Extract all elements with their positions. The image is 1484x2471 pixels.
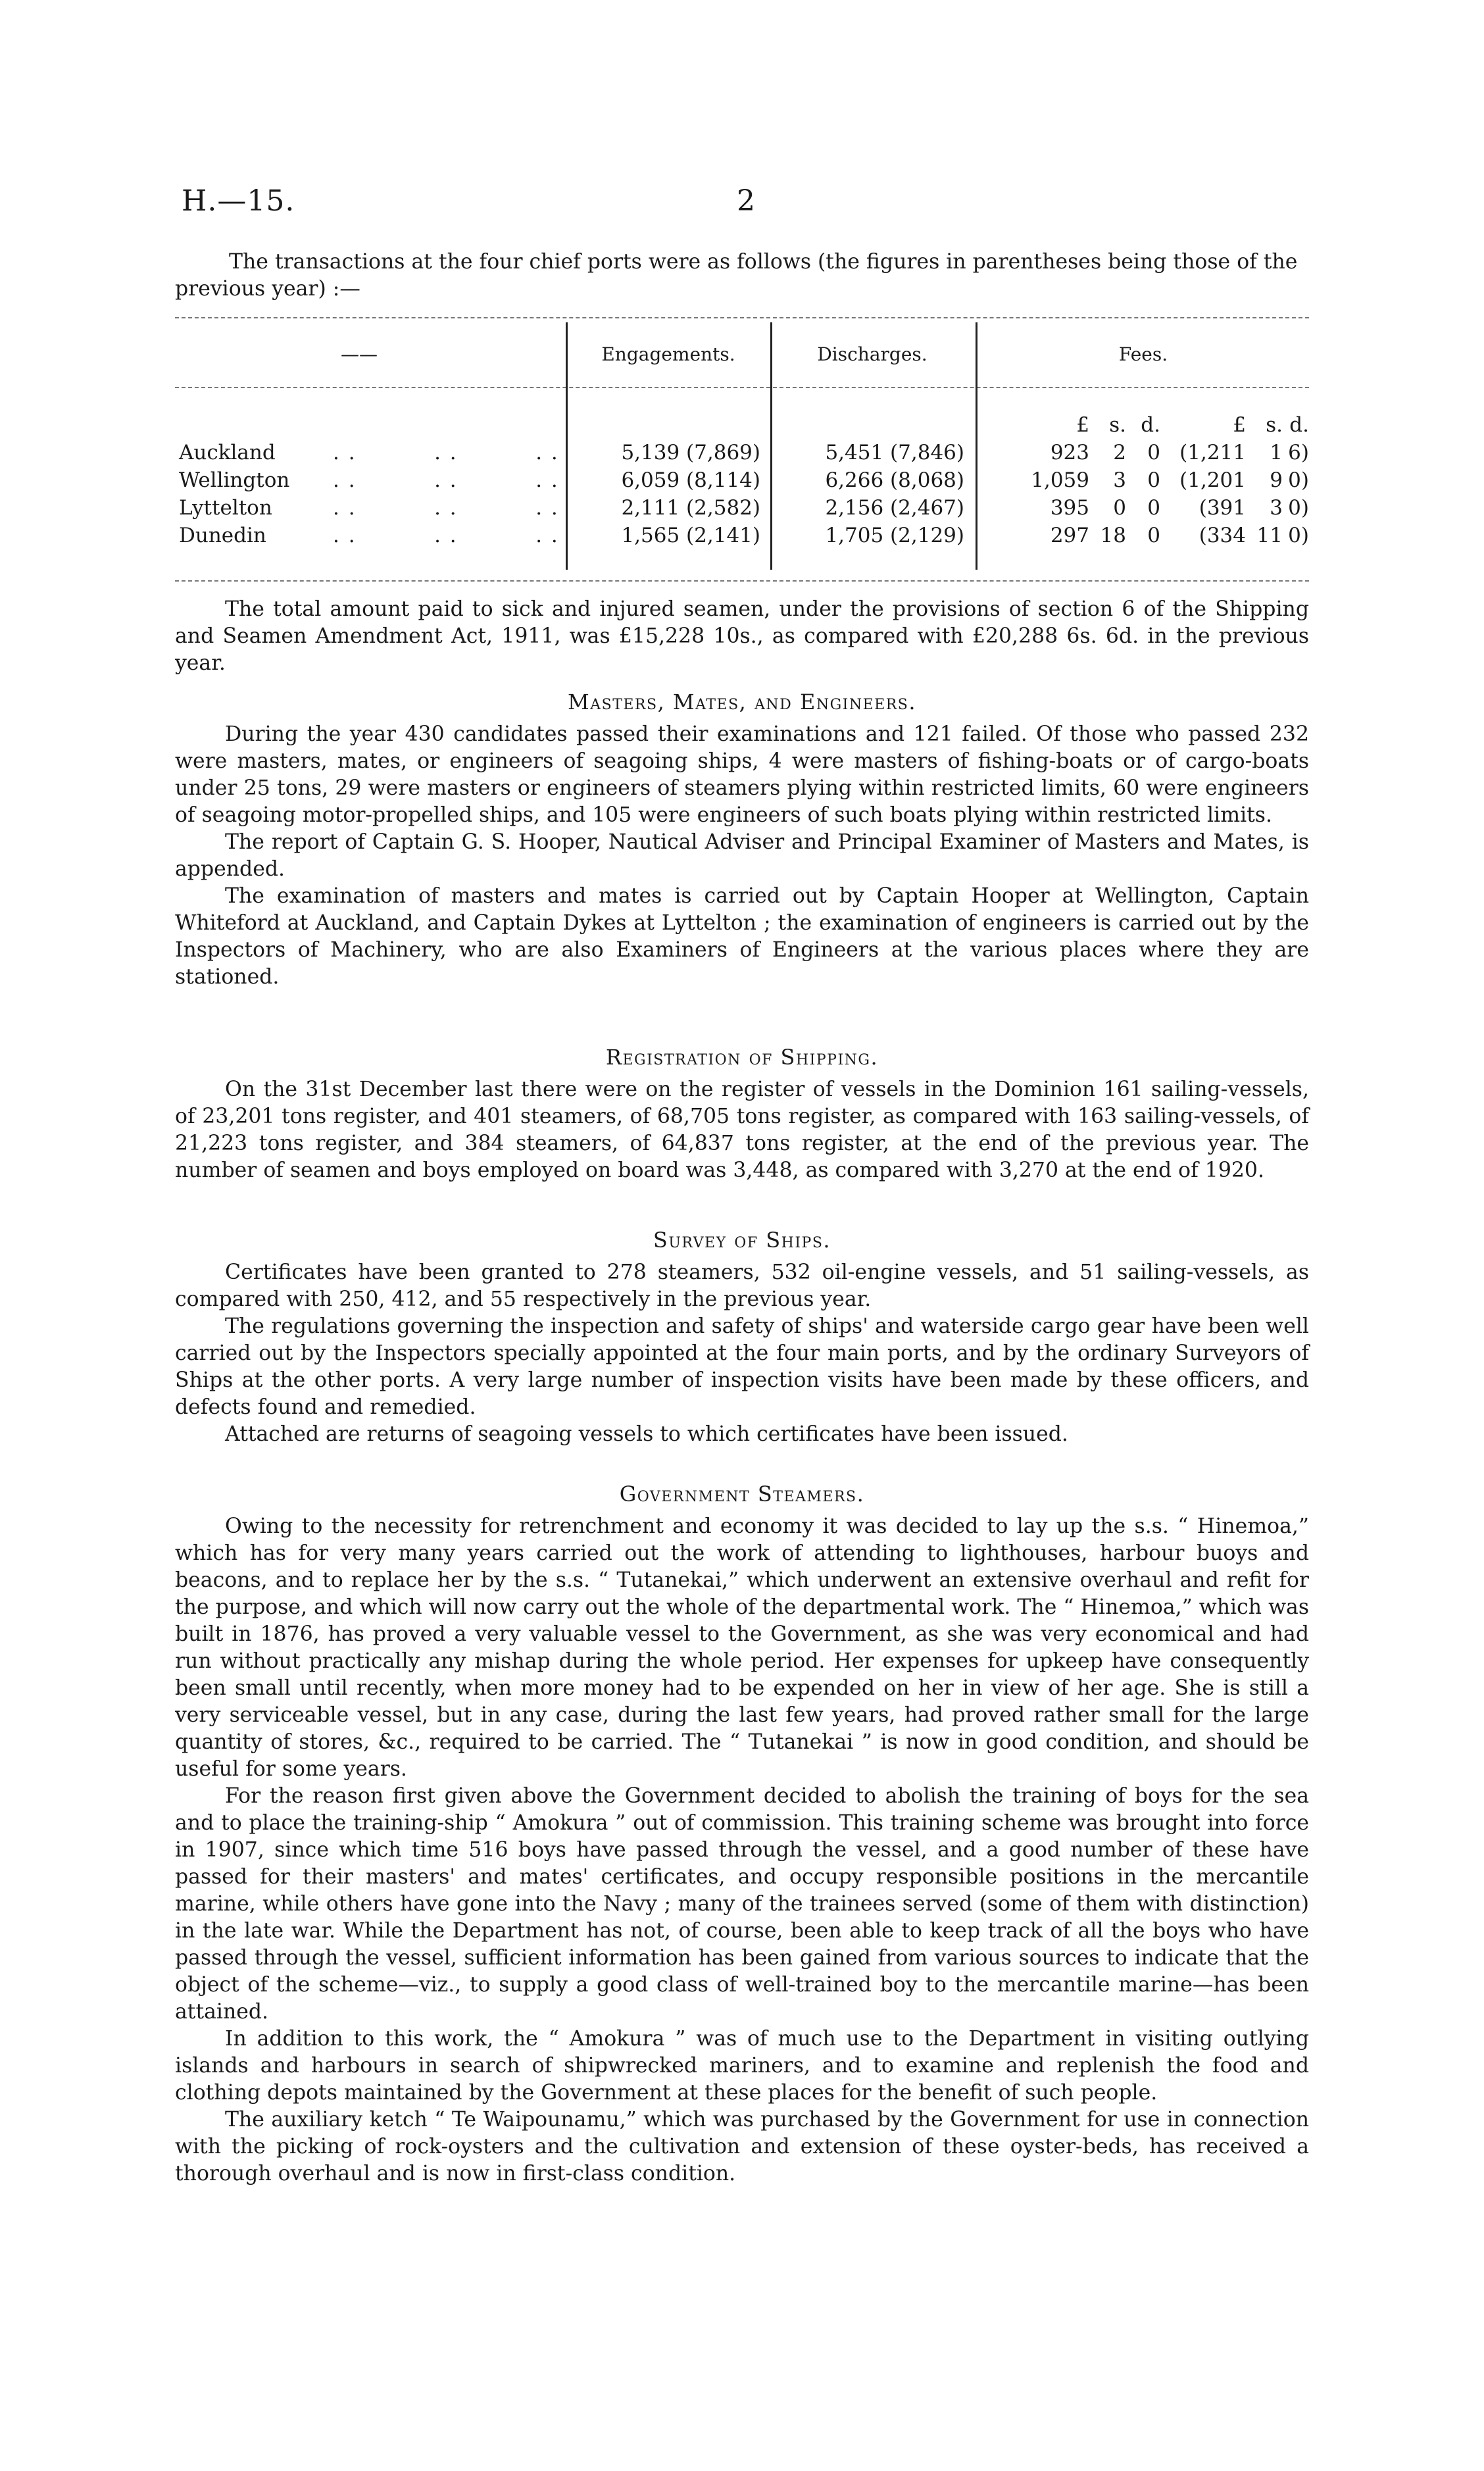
fee-pounds: 297	[1050, 524, 1089, 547]
engagements-header: Engagements.	[601, 343, 735, 365]
leader-dots: . . . . . .	[333, 496, 559, 520]
table-divider	[770, 322, 772, 570]
leader-dots: . . . . . .	[333, 441, 559, 464]
discharges-header: Discharges.	[817, 343, 928, 365]
paragraph-text: The examination of masters and mates is carried out by Captain Hooper at Wellington, Captain Whiteford at Auckland, and Captain Dykes at Lyttelton ; the examination of engineers is carried out by the Inspectors of Machinery, who are also Examiners of Engineers at the various places where they are stationed.	[175, 884, 1309, 989]
engagements-value: 1,565 (2,141)	[621, 524, 760, 547]
leader-dots: . . . . . .	[333, 524, 559, 547]
fee-unit-shillings-prev: s.	[1266, 413, 1283, 437]
paragraph-text: Attached are returns of seagoing vessels to which certificates have been issued.	[225, 1422, 1068, 1446]
fee-pounds: 395	[1050, 496, 1089, 520]
fee-shillings: 18	[1100, 524, 1126, 547]
fee-pounds: 1,059	[1031, 468, 1089, 492]
prev-fee-pounds: (1,211	[1179, 441, 1246, 464]
leader-dots: . . . . . .	[333, 468, 559, 492]
table-bottom-rule	[175, 580, 1309, 582]
prev-fee-pence: 6)	[1288, 441, 1309, 464]
ports-table	[175, 314, 1309, 586]
sick-seamen-paragraph	[175, 596, 1309, 677]
fee-pounds: 923	[1050, 441, 1089, 464]
engagements-value: 6,059 (8,114)	[621, 468, 760, 492]
section-heading-masters: Masters, Mates, and Engineers.	[567, 689, 917, 714]
page-number: 2	[737, 184, 755, 218]
paragraph-text: Owing to the necessity for retrenchment and economy it was decided to lay up the s.s. “ Hinemoa,” which has for very many years carried out the work of attending to lighthouses, harbour buoys and beacons, and to replace her by the s.s. “ Tutanekai,” which underwent an extensive overhaul and refit for the purpose, and which will now carry out the whole of the departmental work. The “ Hinemoa,” which was built in 1876, has proved a very valuable vessel to the Government, as she was very economical and had run without practically any mishap during the whole period. Her expenses for upkeep have consequently been small until recently, when more money had to be expended on her in view of her age. She is still a very serviceable vessel, but in any case, during the last few years, had proved rather small for the large quantity of stores, &c., required to be carried. The “ Tutanekai ” is now in good condition, and should be useful for some years.	[175, 1514, 1309, 1781]
fee-unit-pence: d.	[1141, 413, 1160, 437]
discharges-value: 1,705 (2,129)	[825, 524, 964, 547]
table-divider	[976, 322, 977, 570]
port-name: Auckland	[179, 441, 276, 464]
paragraph-text: The regulations governing the inspection and safety of ships' and waterside cargo gear have been well carried out by the Inspectors specially appointed at the four main ports, and by the ordinary Surveyors of Ships at the other ports. A very large number of inspection visits have been made by these officers, and defects found and remedied.	[175, 1314, 1309, 1419]
fee-unit-pounds: £	[1076, 413, 1089, 437]
prev-fee-pounds: (391	[1199, 496, 1246, 520]
paragraph-text: The total amount paid to sick and injured seamen, under the provisions of section 6 of the Shipping and Seamen Amendment Act, 1911, was £15,228 10s., as compared with £20,288 6s. 6d. in the previous year.	[175, 597, 1309, 675]
fee-unit-shillings: s.	[1109, 413, 1126, 437]
registration-section-body	[175, 1076, 1309, 1184]
intro-paragraph: The transactions at the four chief ports were as follows (the figures in parentheses being those of the previous year) :—	[175, 250, 1298, 301]
prev-fee-pence: 0)	[1288, 468, 1309, 492]
section-heading-registration: Registration of Shipping.	[605, 1045, 879, 1070]
port-name: Dunedin	[179, 524, 266, 547]
paragraph-text: During the year 430 candidates passed their examinations and 121 failed. Of those who passed 232 were masters, mates, or engineers of seagoing ships, 4 were masters of fishing-boats or of cargo-boats under 25 tons, 29 were masters or engineers of steamers plying within restricted limits, 60 were engineers of seagoing motor-propelled ships, and 105 were engineers of such boats plying within restricted limits.	[175, 722, 1309, 827]
fee-shillings: 3	[1113, 468, 1126, 492]
paragraph-text: For the reason first given above the Government decided to abolish the training of boys for the sea and to place the training-ship “ Amokura ” out of commission. This training scheme was brought into force in 1907, since which time 516 boys have passed through the vessel, and a good number of these have passed for their masters' and mates' certificates, and occupy responsible positions in the mercantile marine, while others have gone into the Navy ; many of the trainees served (some of them with distinction) in the late war. While the Department has not, of course, been able to keep track of all the boys who have passed through the vessel, sufficient information has been gained from various sources to indicate that the object of the scheme—viz., to supply a good class of well-trained boy to the mercantile marine—has been attained.	[175, 1784, 1309, 2024]
table-top-rule	[175, 317, 1309, 318]
engagements-value: 5,139 (7,869)	[621, 441, 760, 464]
blank-column-header: ——	[341, 343, 378, 365]
prev-fee-shillings: 9	[1270, 468, 1283, 492]
prev-fee-shillings: 11	[1256, 524, 1283, 547]
paragraph-text: On the 31st December last there were on the register of vessels in the Dominion 161 sailing-vessels, of 23,201 tons register, and 401 steamers, of 68,705 tons register, as compared with 163 sailing-vessels, of 21,223 tons register, and 384 steamers, of 64,837 tons register, at the end of the previous year. The number of seamen and boys employed on board was 3,448, as compared with 3,270 at the end of 1920.	[175, 1078, 1309, 1182]
table-divider	[566, 322, 568, 570]
port-name: Wellington	[179, 468, 290, 492]
prev-fee-shillings: 3	[1270, 496, 1283, 520]
masters-section-body	[175, 721, 1309, 991]
prev-fee-shillings: 1	[1270, 441, 1283, 464]
fees-header: Fees.	[1118, 343, 1168, 365]
port-name: Lyttelton	[179, 496, 272, 520]
fee-pence: 0	[1147, 496, 1160, 520]
document-id: H.—15.	[182, 184, 295, 218]
discharges-value: 5,451 (7,846)	[825, 441, 964, 464]
fee-pence: 0	[1147, 441, 1160, 464]
section-heading-survey: Survey of Ships.	[653, 1228, 831, 1253]
table-header-rule	[175, 387, 1309, 388]
paragraph-text: Certificates have been granted to 278 steamers, 532 oil-engine vessels, and 51 sailing-vessels, as compared with 250, 412, and 55 respectively in the previous year.	[175, 1260, 1309, 1311]
section-heading-government: Government Steamers.	[619, 1482, 865, 1507]
discharges-value: 6,266 (8,068)	[825, 468, 964, 492]
prev-fee-pence: 0)	[1288, 524, 1309, 547]
fee-pence: 0	[1147, 524, 1160, 547]
survey-section-body	[175, 1259, 1309, 1448]
prev-fee-pounds: (1,201	[1179, 468, 1246, 492]
paragraph-text: In addition to this work, the “ Amokura ” was of much use to the Department in visiting outlying islands and harbours in search of shipwrecked mariners, and to examine and replenish the food and clothing depots maintained by the Government at these places for the benefit of such people.	[175, 2027, 1309, 2105]
prev-fee-pence: 0)	[1288, 496, 1309, 520]
prev-fee-pounds: (334	[1199, 524, 1246, 547]
fee-unit-pounds-prev: £	[1233, 413, 1246, 437]
paragraph-text: The report of Captain G. S. Hooper, Nautical Adviser and Principal Examiner of Masters and Mates, is appended.	[175, 830, 1309, 881]
fee-pence: 0	[1147, 468, 1160, 492]
fee-unit-pence-prev: d.	[1289, 413, 1309, 437]
discharges-value: 2,156 (2,467)	[825, 496, 964, 520]
fee-shillings: 2	[1113, 441, 1126, 464]
government-section-body	[175, 1513, 1309, 2187]
paragraph-text: The auxiliary ketch “ Te Waipounamu,” which was purchased by the Government for use in connection with the picking of rock-oysters and the cultivation and extension of these oyster-beds, has received a thorough overhaul and is now in first-class condition.	[175, 2108, 1309, 2185]
fee-shillings: 0	[1113, 496, 1126, 520]
engagements-value: 2,111 (2,582)	[621, 496, 760, 520]
